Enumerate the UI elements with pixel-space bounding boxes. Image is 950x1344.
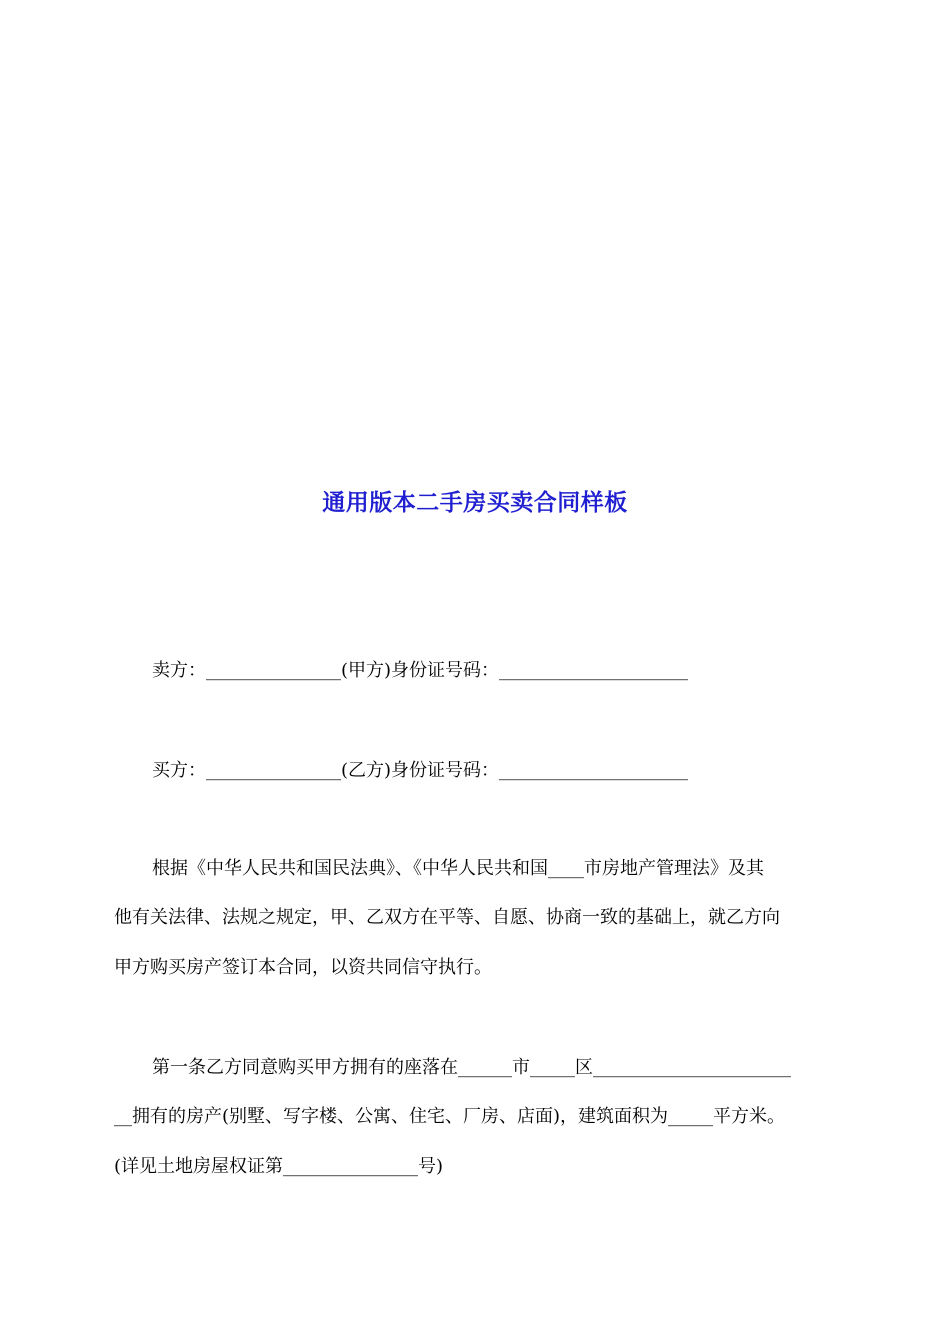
article1-line-1: 第一条乙方同意购买甲方拥有的座落在______市_____区______________________ (152, 1057, 791, 1078)
article1-line-2: __拥有的房产(别墅、写字楼、公寓、住宅、厂房、店面)，建筑面积为_____平方米。 (114, 1106, 786, 1127)
document-title: 通用版本二手房买卖合同样板 (322, 490, 628, 516)
seller-line: 卖方：_______________(甲方)身份证号码：_____________________ (152, 660, 689, 681)
preamble-line-3: 甲方购买房产签订本合同，以资共同信守执行。 (114, 957, 492, 978)
buyer-line: 买方：_______________(乙方)身份证号码：_____________________ (152, 760, 689, 781)
preamble-line-2: 他有关法律、法规之规定，甲、乙双方在平等、自愿、协商一致的基础上，就乙方向 (114, 907, 780, 928)
article1-line-3: (详见土地房屋权证第_______________号) (114, 1156, 444, 1177)
preamble-line-1: 根据《中华人民共和国民法典》、《中华人民共和国____市房地产管理法》及其 (152, 858, 764, 879)
